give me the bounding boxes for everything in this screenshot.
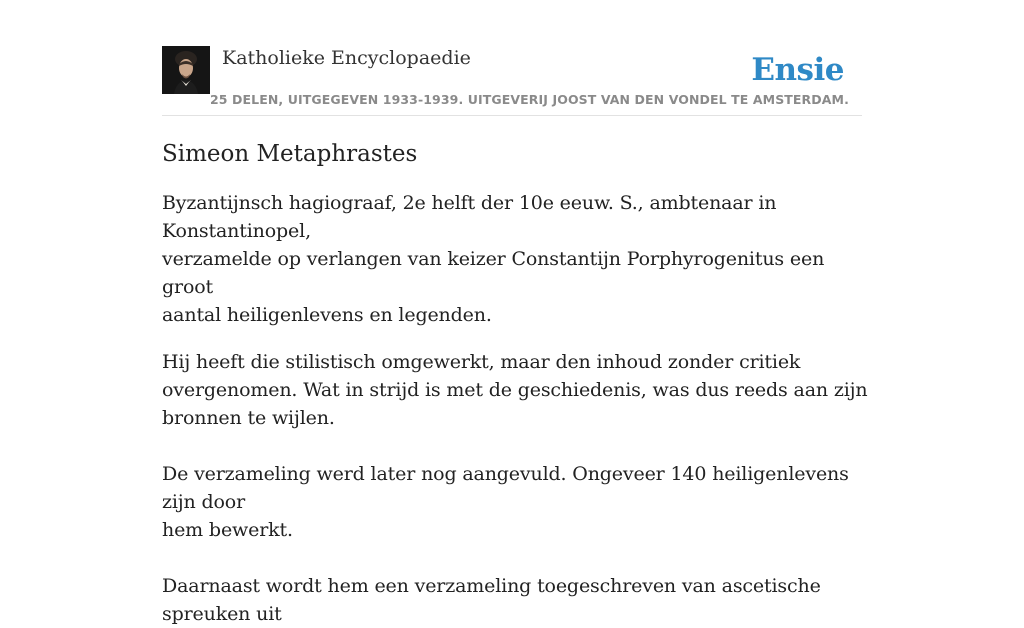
avatar[interactable] xyxy=(162,46,210,94)
paragraph xyxy=(162,348,872,432)
paragraph xyxy=(162,460,872,544)
paragraph-line: hem bewerkt. xyxy=(162,519,293,541)
paragraph-line: overgenomen. Wat in strijd is met de geschiedenis, was dus reeds aan zijn xyxy=(162,379,868,401)
paragraph-line: aantal heiligenlevens en legenden. xyxy=(162,304,492,326)
site-header xyxy=(162,46,862,116)
paragraph xyxy=(162,572,872,628)
paragraph xyxy=(162,189,872,329)
paragraph-line: De verzameling werd later nog aangevuld. Ongeveer 140 heiligenlevens zijn door xyxy=(162,463,849,513)
site-title[interactable]: Katholieke Encyclopaedie xyxy=(222,47,471,69)
portrait-icon xyxy=(162,46,210,94)
paragraph-line: Daarnaast wordt hem een verzameling toegeschreven van ascetische spreuken uit xyxy=(162,575,821,625)
brand-logo[interactable]: Ensie xyxy=(751,52,844,88)
article xyxy=(162,138,872,628)
paragraph-line: Byzantijnsch hagiograaf, 2e helft der 10e eeuw. S., ambtenaar in Konstantinopel, xyxy=(162,192,777,242)
paragraph-spacer xyxy=(162,544,872,572)
paragraph-spacer xyxy=(162,432,872,460)
paragraph-spacer xyxy=(162,329,872,348)
paragraph-line: Hij heeft die stilistisch omgewerkt, maar den inhoud zonder critiek xyxy=(162,351,801,373)
site-subtitle: 25 DELEN, UITGEGEVEN 1933-1939. UITGEVERIJ JOOST VAN DEN VONDEL TE AMSTERDAM. xyxy=(210,92,849,107)
paragraph-line: bronnen te wijlen. xyxy=(162,407,335,429)
paragraph-line: verzamelde op verlangen van keizer Constantijn Porphyrogenitus een groot xyxy=(162,248,825,298)
article-title: Simeon Metaphrastes xyxy=(162,141,418,167)
